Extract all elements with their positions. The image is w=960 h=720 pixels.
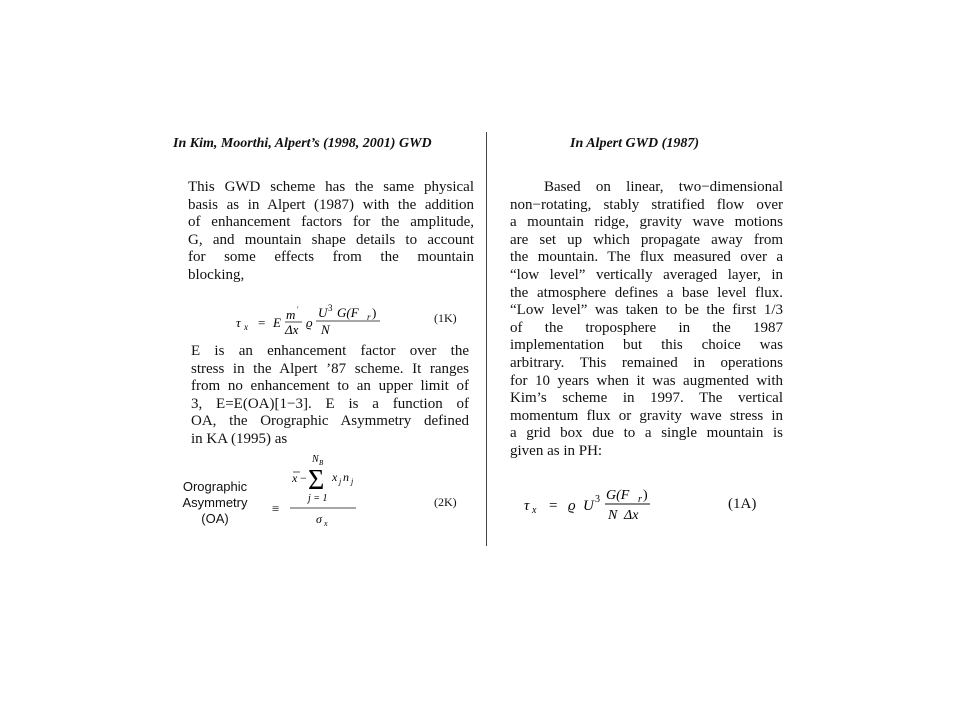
label-line: (OA) xyxy=(201,511,229,526)
text-line: from no enhancement to an upper limit of xyxy=(191,378,469,395)
text-line: OA, the Orographic Asymmetry defined xyxy=(191,413,469,430)
eq-symbol: ) xyxy=(372,305,377,320)
text-line: “Low level” was taken to be the first 1/3 xyxy=(510,302,783,319)
eq-symbol: = xyxy=(549,498,558,514)
eq-symbol: x xyxy=(244,322,248,332)
eq-symbol: Σ xyxy=(308,465,325,496)
right-heading: In Alpert GWD (1987) xyxy=(570,136,699,151)
text-line: stress in the Alpert ’87 scheme. It ranges xyxy=(191,360,469,377)
label-line: Orographic xyxy=(182,479,248,494)
eq-symbol: 3 xyxy=(328,303,333,313)
eq-symbol: j = 1 xyxy=(308,493,328,504)
eq-symbol: x xyxy=(324,519,328,528)
eq-symbol: G(F xyxy=(606,488,630,503)
eq-symbol: ′ xyxy=(297,305,299,314)
eq-symbol: = xyxy=(258,315,266,330)
left-intro-paragraph xyxy=(188,179,474,285)
eq-symbol: Δx xyxy=(285,322,299,337)
right-body-paragraph xyxy=(510,179,783,461)
equation-1a xyxy=(520,482,660,528)
eq-symbol: r xyxy=(638,494,642,505)
equation-2k xyxy=(268,450,378,538)
eq-symbol: Δx xyxy=(624,508,639,523)
eq-symbol: ≡ xyxy=(272,501,280,516)
text-line: arbitrary. This remained in operations xyxy=(510,354,783,371)
text-line: a mountain ridge, gravity wave motions xyxy=(510,214,783,231)
eq-symbol: j xyxy=(351,477,354,486)
text-line: are set up which propagate away from xyxy=(510,231,783,248)
text-line: 3, E=E(OA)[1−3]. E is a function of xyxy=(191,395,469,412)
eq-symbol: j xyxy=(339,477,342,486)
eq-symbol: B xyxy=(319,459,324,467)
eq-symbol: E xyxy=(273,315,281,330)
eq-symbol: ) xyxy=(643,488,648,503)
left-heading: In Kim, Moorthi, Alpert’s (1998, 2001) GWD xyxy=(173,136,432,151)
column-divider xyxy=(486,132,487,546)
eq-symbol: U xyxy=(583,498,594,514)
eq-symbol: N xyxy=(608,508,618,523)
text-line: This GWD scheme has the same physical xyxy=(188,179,474,195)
eq-symbol: x xyxy=(332,470,338,484)
text-line: E is an enhancement factor over the xyxy=(191,343,469,359)
eq-symbol: U xyxy=(318,305,328,320)
text-line: the atmosphere defines a base level flux. xyxy=(510,284,783,301)
eq-symbol: 3 xyxy=(595,494,600,505)
text-line: blocking, xyxy=(188,266,245,283)
text-line: of enhancement factors for the amplitude, xyxy=(188,214,474,231)
eq-symbol: σ xyxy=(316,512,322,526)
left-description-paragraph xyxy=(191,343,469,449)
eq-symbol: x xyxy=(292,471,298,485)
eq-symbol: m xyxy=(286,307,296,322)
text-line: implementation but this choice was xyxy=(510,337,783,354)
eq-symbol: τ xyxy=(236,315,241,330)
text-line: a grid box due to a single mountain is xyxy=(510,425,783,442)
text-line: basis as in Alpert (1987) with the addition xyxy=(188,196,474,213)
text-line: of the troposphere in the 1987 xyxy=(510,319,783,336)
eq-symbol: x xyxy=(532,505,537,516)
text-line: for some effects from the mountain xyxy=(188,249,474,266)
equation-tag-1k: (1K) xyxy=(434,311,457,325)
text-line: “low level” vertically averaged layer, in xyxy=(510,266,783,283)
text-line: Kim’s scheme in 1997. The vertical xyxy=(510,390,783,407)
eq-symbol: ϱ xyxy=(306,315,313,330)
text-line: in KA (1995) as xyxy=(191,430,288,447)
text-line: non−rotating, stably stratified flow over xyxy=(510,196,783,213)
text-line: Based on linear, two−dimensional xyxy=(544,179,783,195)
text-line: the mountain. The flux measured over a xyxy=(510,249,783,266)
eq-symbol: N xyxy=(312,454,319,465)
equation-tag-2k: (2K) xyxy=(434,495,457,509)
text-line: given as in PH: xyxy=(510,442,603,459)
text-line: for 10 years when it was augmented with xyxy=(510,372,783,389)
label-line: Asymmetry xyxy=(182,495,248,510)
orographic-asymmetry-label xyxy=(170,479,260,527)
text-line: momentum flux or gravity wave stress in xyxy=(510,407,783,424)
eq-symbol: τ xyxy=(524,498,530,514)
eq-symbol: N xyxy=(321,322,330,337)
eq-symbol: r xyxy=(367,312,371,322)
eq-symbol: ϱ xyxy=(568,498,576,514)
eq-symbol: G(F xyxy=(337,305,359,320)
eq-symbol: − xyxy=(300,471,307,485)
text-line: G, and mountain shape details to account xyxy=(188,231,474,248)
eq-symbol: n xyxy=(343,470,349,484)
equation-tag-1a: (1A) xyxy=(728,496,757,512)
